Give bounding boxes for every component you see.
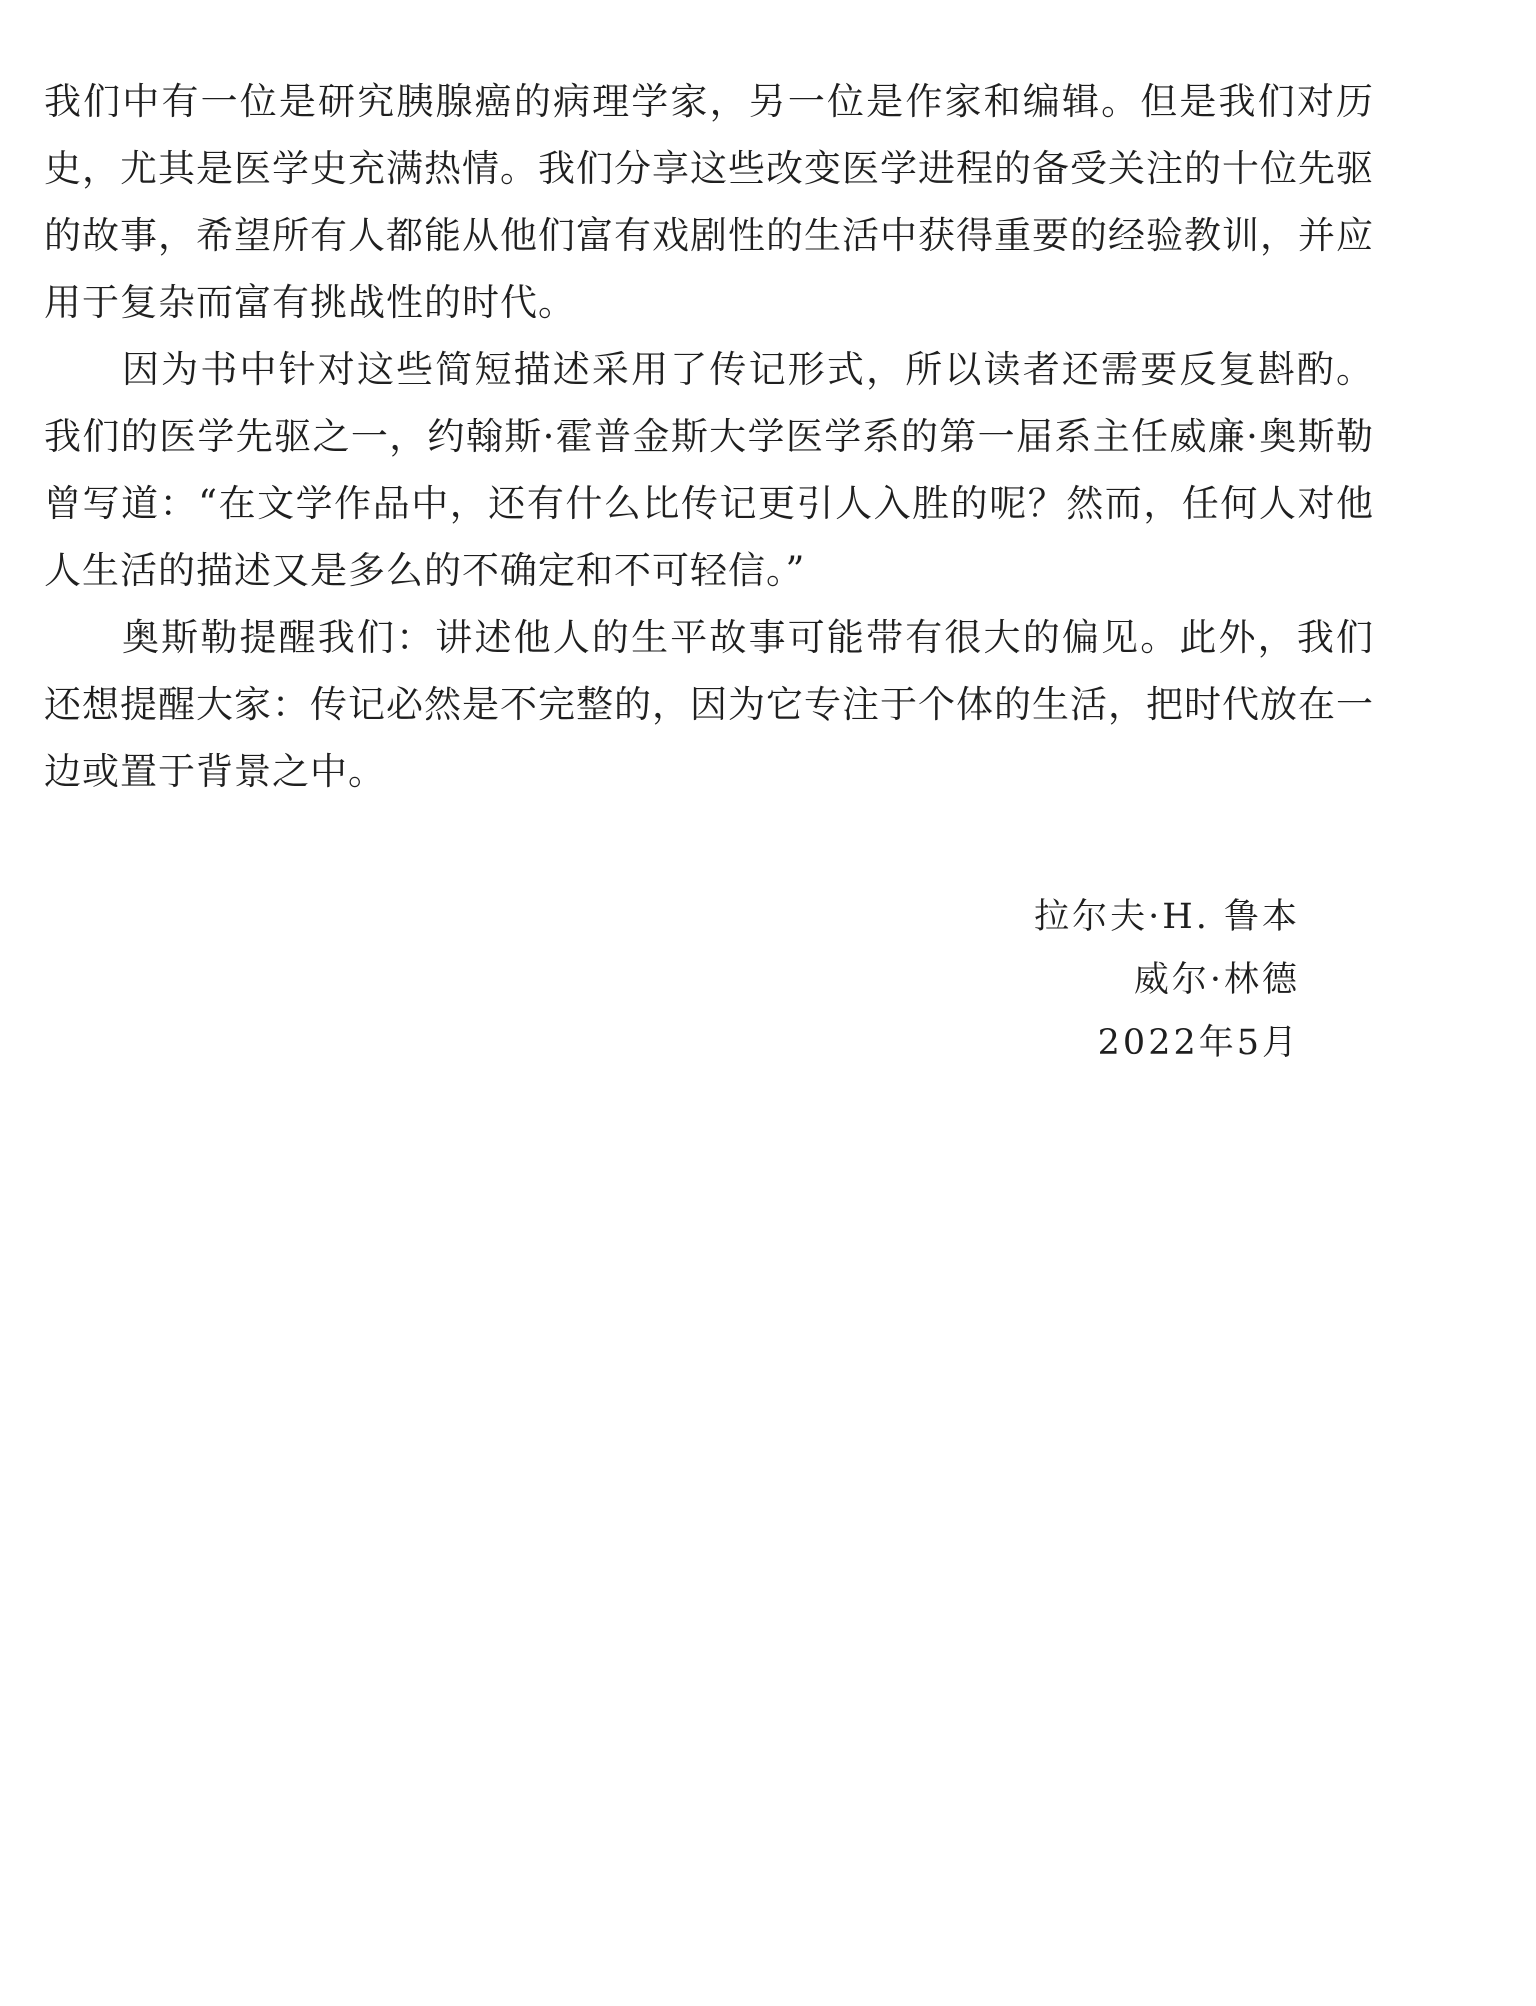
paragraph-1: 我们中有一位是研究胰腺癌的病理学家，另一位是作家和编辑。但是我们对历史，尤其是医学史充满热情。我们分享这些改变医学进程的备受关注的十位先驱的故事，希望所有人都能从他们富有戏剧性的生活中获得重要的经验教训，并应用于复杂而富有挑战性的时代。 xyxy=(44,80,1374,324)
preface-body xyxy=(44,68,1374,805)
signature-date: 2022年5月 xyxy=(1097,1023,1300,1063)
paragraph-2: 因为书中针对这些简短描述采用了传记形式，所以读者还需要反复斟酌。我们的医学先驱之一，约翰斯·霍普金斯大学医学系的第一届系主任威廉·奥斯勒曾写道：“在文学作品中，还有什么比传记更引人入胜的呢？然而，任何人对他人生活的描述又是多么的不确定和不可轻信。” xyxy=(44,348,1374,592)
paragraph-3: 奥斯勒提醒我们：讲述他人的生平故事可能带有很大的偏见。此外，我们还想提醒大家：传记必然是不完整的，因为它专注于个体的生活，把时代放在一边或置于背景之中。 xyxy=(44,616,1374,793)
author-name-1: 拉尔夫·H. 鲁本 xyxy=(1034,897,1300,937)
signature-block xyxy=(1034,886,1300,1075)
author-name-2: 威尔·林德 xyxy=(1133,960,1300,1000)
